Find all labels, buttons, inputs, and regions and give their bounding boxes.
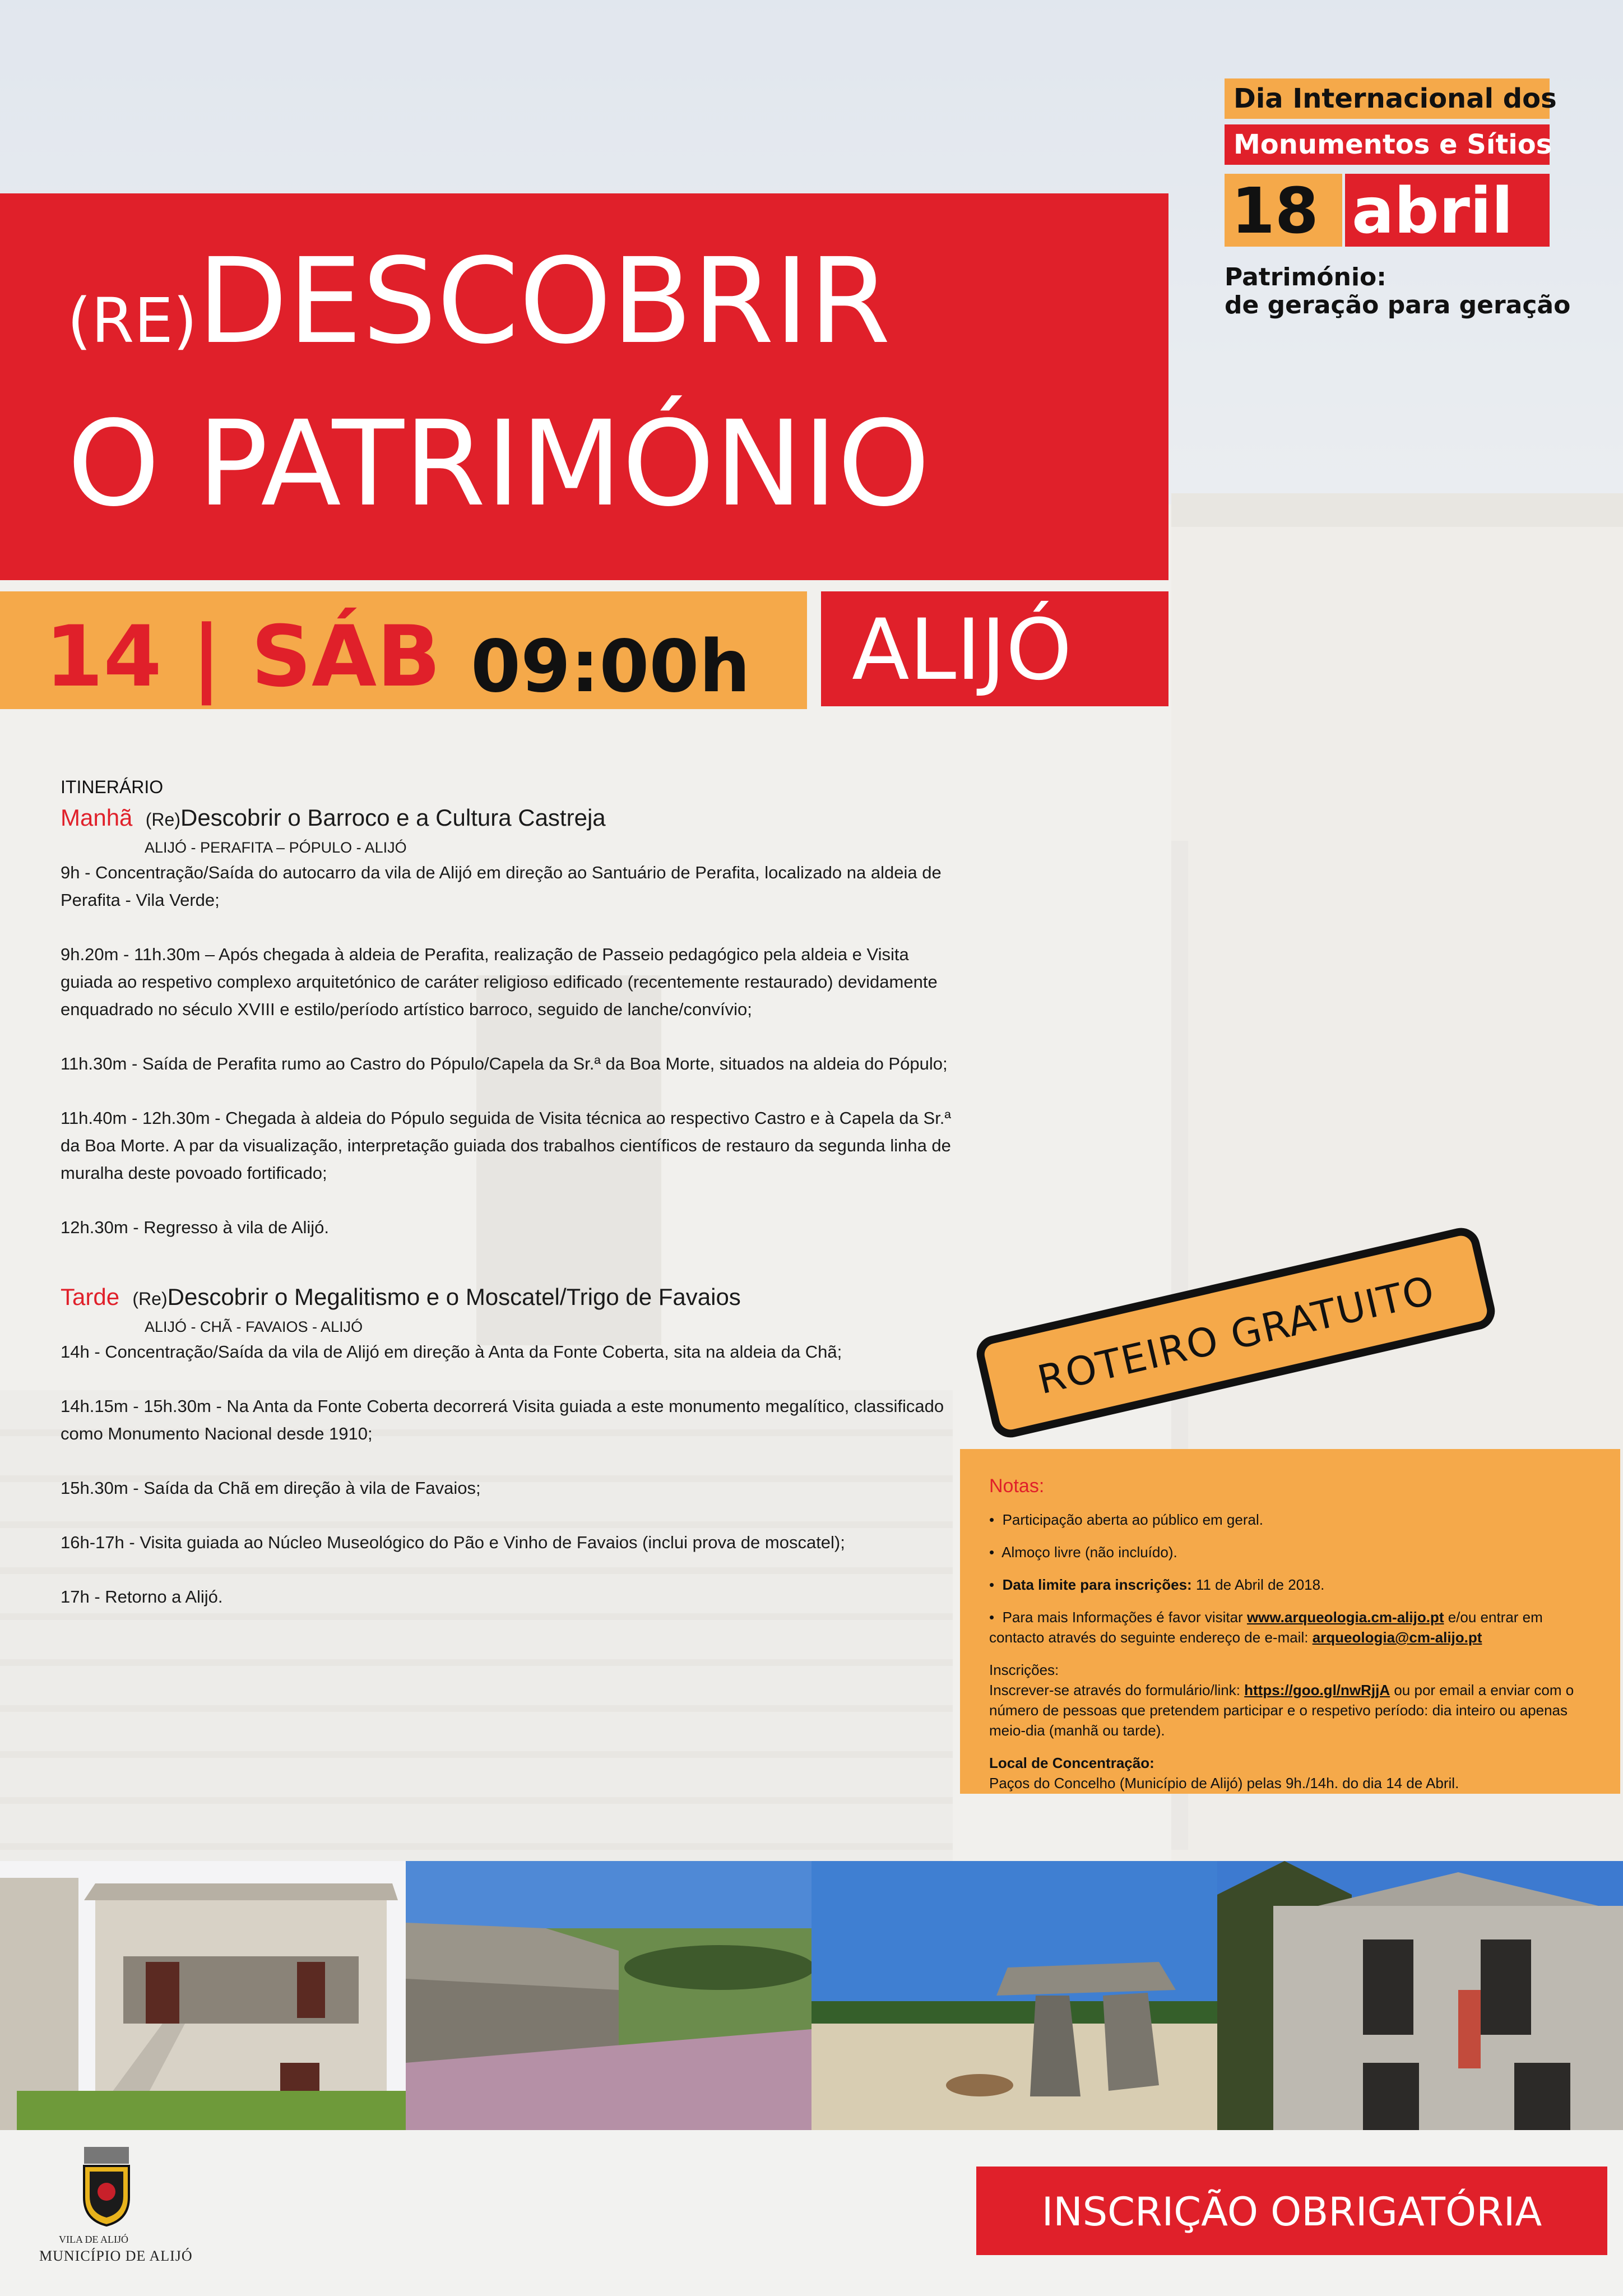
note-item: • Almoço livre (não incluído). bbox=[989, 1544, 1177, 1561]
afternoon-items bbox=[61, 1338, 957, 1610]
itinerary-item: 17h - Retorno a Alijó. bbox=[61, 1587, 223, 1607]
badge-tagline: Património: de geração para geração bbox=[1225, 263, 1571, 320]
meeting-point: Local de Concentração: Paços do Concelho (Município de Alijó) pelas 9h./14h. do dia 14 de Abril. bbox=[989, 1755, 1459, 1792]
website-link[interactable]: www.arqueologia.cm-alijo.pt bbox=[1246, 1609, 1444, 1626]
notes-box bbox=[960, 1449, 1620, 1794]
itinerary-item: 9h - Concentração/Saída do autocarro da vila de Alijó em direção ao Santuário de Perafita, localizado na aldeia de Perafita - Vila Verde; bbox=[61, 863, 942, 910]
badge-line-2: Monumentos e Sítios bbox=[1225, 124, 1550, 165]
note-item: • Data limite para inscrições: 11 de Abril de 2018. bbox=[989, 1576, 1325, 1593]
itinerary-item: 16h-17h - Visita guiada ao Núcleo Museológico do Pão e Vinho de Favaios (inclui prova de moscatel); bbox=[61, 1533, 845, 1552]
itinerary-item: 12h.30m - Regresso à vila de Alijó. bbox=[61, 1218, 330, 1237]
date-banner bbox=[0, 591, 807, 709]
photo-perafita-house bbox=[0, 1861, 406, 2130]
morning-heading: Manhã (Re)Descobrir o Barroco e a Cultura Castreja bbox=[61, 804, 606, 831]
photo-castro-populo bbox=[406, 1861, 812, 2130]
itinerary-item: 14h - Concentração/Saída da vila de Alijó em direção à Anta da Fonte Coberta, sita na aldeia da Chã; bbox=[61, 1342, 842, 1362]
title-banner bbox=[0, 193, 1168, 580]
municipality-crest-icon bbox=[73, 2147, 140, 2231]
morning-items bbox=[61, 859, 957, 1241]
crest-label: VILA DE ALIJÓ bbox=[59, 2234, 128, 2245]
title-line-2: O PATRIMÓNIO bbox=[67, 395, 930, 533]
event-date: 14 | SÁB bbox=[45, 608, 441, 706]
note-item: • Para mais Informações é favor visitar www.arqueologia.cm-alijo.pt e/ou entrar em contacto através do seguinte endereço de e-mail: arqueologia@cm-alijo.pt bbox=[989, 1609, 1543, 1646]
badge-month: abril bbox=[1345, 174, 1550, 247]
place-banner bbox=[821, 591, 1168, 706]
itinerary-item: 15h.30m - Saída da Chã em direção à vila de Favaios; bbox=[61, 1478, 481, 1498]
event-time: 09:00h bbox=[471, 625, 750, 709]
photo-anta-fonte-coberta bbox=[812, 1861, 1217, 2130]
registration-info: Inscrições: Inscrever-se através do formulário/link: https://goo.gl/nwRjjA ou por email a enviar com o número de pessoas que pretendem participar e o respetivo período: dia inteiro ou apenas meio-dia (manhã ou tarde). bbox=[989, 1661, 1574, 1739]
form-link[interactable]: https://goo.gl/nwRjjA bbox=[1244, 1682, 1390, 1698]
note-item: • Participação aberta ao público em geral. bbox=[989, 1511, 1263, 1528]
free-tour-stamp: ROTEIRO GRATUITO bbox=[973, 1224, 1499, 1441]
badge-day: 18 bbox=[1225, 174, 1342, 247]
afternoon-heading: Tarde (Re)Descobrir o Megalitismo e o Moscatel/Trigo de Favaios bbox=[61, 1284, 741, 1310]
morning-route: ALIJÓ - PERAFITA – PÓPULO - ALIJÓ bbox=[145, 839, 407, 856]
photo-strip bbox=[0, 1861, 1623, 2130]
itinerary-item: 11h.40m - 12h.30m - Chegada à aldeia do Pópulo seguida de Visita técnica ao respectivo Castro e à Capela da Sr.ª da Boa Morte. A par da visualização, interpretação guiada dos trabalhos científicos de restauro da segunda linha de muralha deste povoado fortificado; bbox=[61, 1108, 951, 1183]
itinerary-item: 14h.15m - 15h.30m - Na Anta da Fonte Coberta decorrerá Visita guiada a este monumento megalítico, classificado como Monumento Nacional desde 1910; bbox=[61, 1396, 944, 1443]
afternoon-route: ALIJÓ - CHÃ - FAVAIOS - ALIJÓ bbox=[145, 1318, 363, 1335]
email-link[interactable]: arqueologia@cm-alijo.pt bbox=[1312, 1629, 1482, 1646]
municipality-name: MUNICÍPIO DE ALIJÓ bbox=[39, 2248, 193, 2264]
itinerary-label: ITINERÁRIO bbox=[61, 777, 164, 797]
photo-museu-favaios bbox=[1217, 1861, 1623, 2130]
itinerary-item: 11h.30m - Saída de Perafita rumo ao Castro do Pópulo/Capela da Sr.ª da Boa Morte, situados na aldeia do Pópulo; bbox=[61, 1054, 948, 1073]
itinerary-item: 9h.20m - 11h.30m – Após chegada à aldeia de Perafita, realização de Passeio pedagógico pela aldeia e Visita guiada ao respetivo complexo arquitetónico de caráter religioso edificado (recentemente restaurado) devidamente enquadrado no século XVIII e estilo/período artístico barroco, seguido de lanche/convívio; bbox=[61, 945, 938, 1019]
itinerary bbox=[61, 774, 957, 1610]
badge-line-1: Dia Internacional dos bbox=[1225, 78, 1550, 119]
title-line-1: (RE)DESCOBRIR bbox=[67, 233, 891, 370]
mandatory-registration-banner: INSCRIÇÃO OBRIGATÓRIA bbox=[976, 2167, 1607, 2255]
event-place: ALIJÓ bbox=[852, 601, 1072, 699]
notes-title: Notas: bbox=[989, 1475, 1045, 1497]
